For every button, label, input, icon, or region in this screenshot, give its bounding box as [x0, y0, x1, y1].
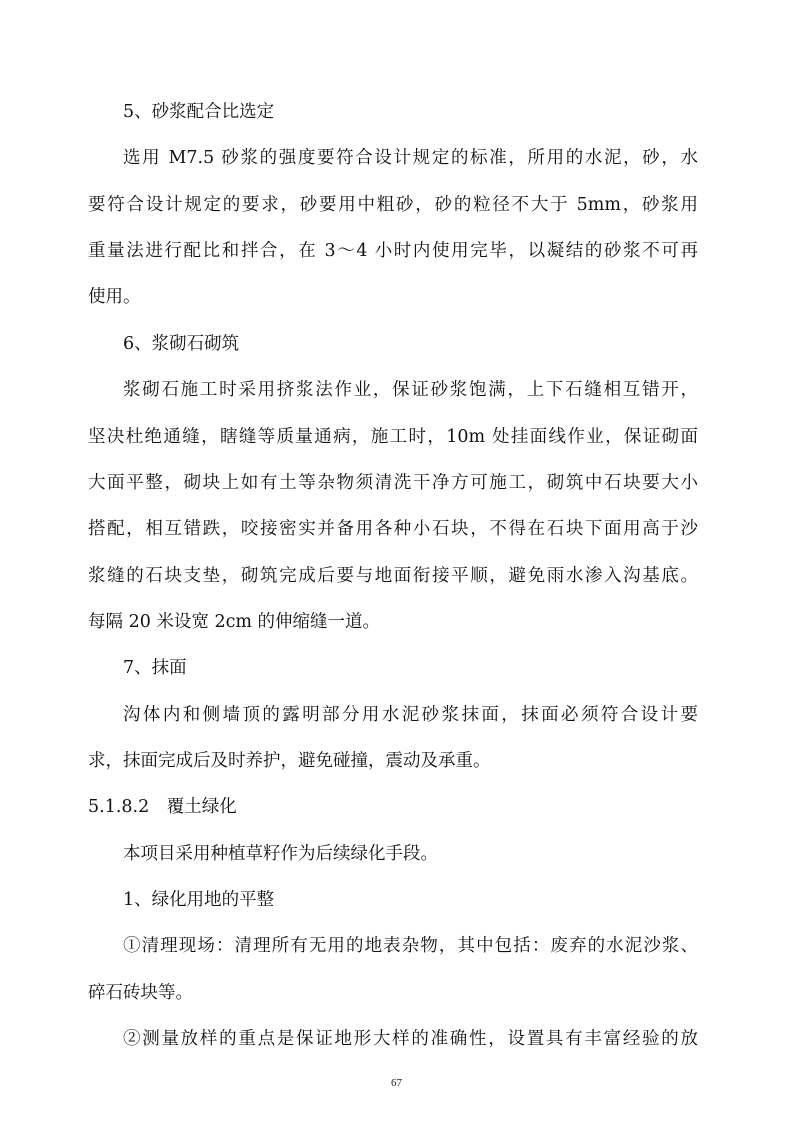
paragraph-line: 选用 M7.5 砂浆的强度要符合设计规定的标准，所用的水泥，砂，水 [123, 148, 698, 168]
paragraph-line: 本项目采用种植草籽作为后续绿化手段。 [123, 844, 438, 864]
page-number: 67 [391, 1077, 402, 1089]
paragraph-line: 大面平整，砌块上如有土等杂物须清洗干净方可施工，砌筑中石块要大小 [88, 473, 698, 493]
paragraph-line: 使用。 [88, 287, 141, 307]
paragraph-line: 沟体内和侧墙顶的露明部分用水泥砂浆抹面，抹面必须符合设计要 [123, 705, 698, 725]
paragraph-line: 坚决杜绝通缝，瞎缝等质量通病，施工时，10m 处挂面线作业，保证砌面 [88, 427, 698, 447]
section-heading-mortar-mix: 5、砂浆配合比选定 [123, 102, 275, 122]
section-heading-land-leveling: 1、绿化用地的平整 [123, 890, 275, 910]
paragraph-line: 要符合设计规定的要求，砂要用中粗砂，砂的粒径不大于 5mm，砂浆用 [88, 195, 698, 215]
section-heading-plastering: 7、抹面 [123, 658, 187, 678]
paragraph-line: 浆砌石施工时采用挤浆法作业，保证砂浆饱满，上下石缝相互错开， [123, 380, 698, 400]
paragraph-line: ①清理现场：清理所有无用的地表杂物，其中包括：废弃的水泥沙浆、 [123, 936, 698, 956]
paragraph-line: 求，抹面完成后及时养护，避免碰撞，震动及承重。 [88, 751, 491, 771]
paragraph-line: ②测量放样的重点是保证地形大样的准确性，设置具有丰富经验的放 [123, 1029, 698, 1049]
paragraph-line: 浆缝的石块支垫，砌筑完成后要与地面衔接平顺，避免雨水渗入沟基底。 [88, 566, 698, 586]
paragraph-line: 碎石砖块等。 [88, 983, 193, 1003]
paragraph-line: 搭配，相互错跌，咬接密实并备用各种小石块，不得在石块下面用高于沙 [88, 519, 698, 539]
subsection-heading-greening: 5.1.8.2 覆土绿化 [88, 797, 237, 817]
section-heading-masonry: 6、浆砌石砌筑 [123, 334, 240, 354]
paragraph-line: 重量法进行配比和拌合，在 3～4 小时内使用完毕，以凝结的砂浆不可再 [88, 241, 698, 261]
paragraph-line: 每隔 20 米设宽 2cm 的伸缩缝一道。 [88, 612, 381, 632]
